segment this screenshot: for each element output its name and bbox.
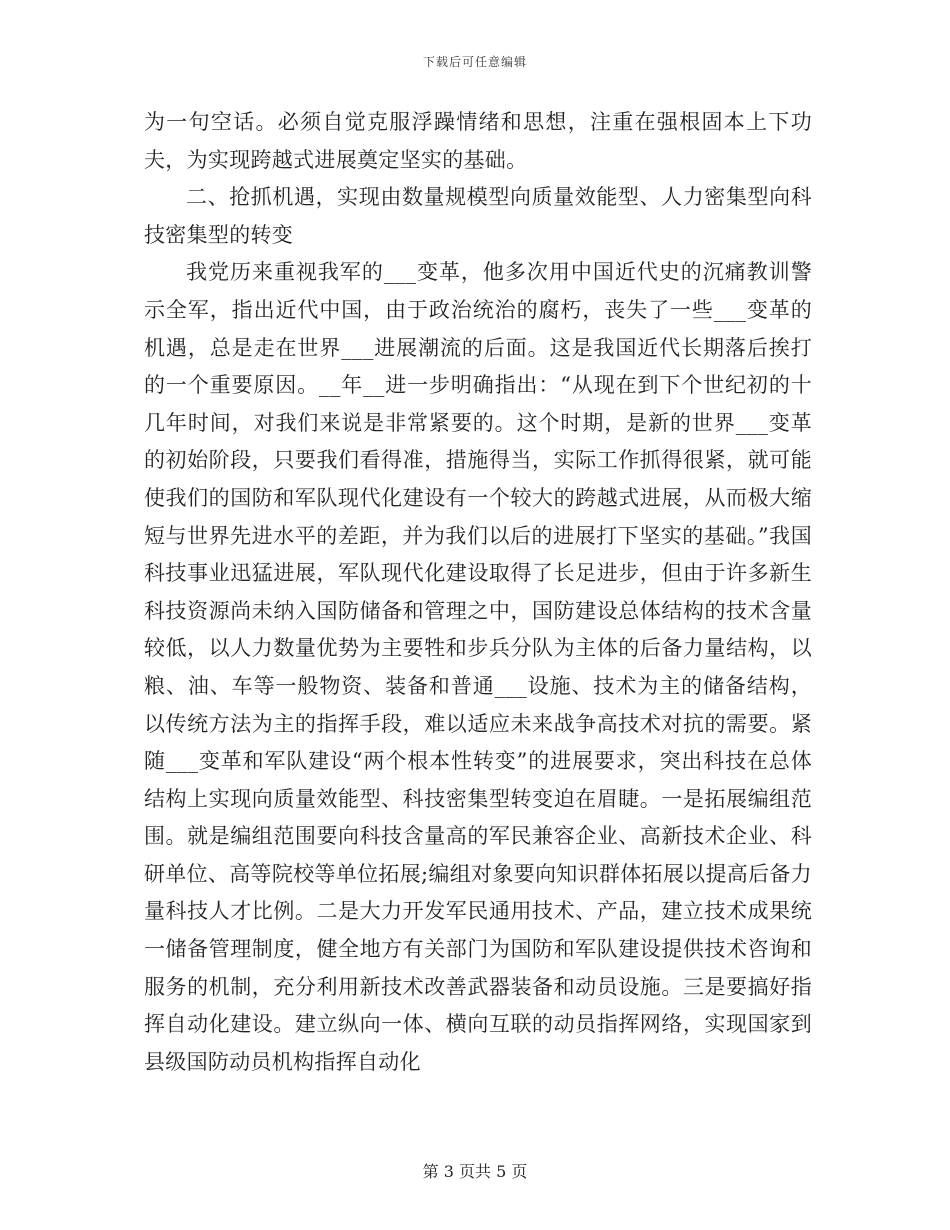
paragraph-body: 我党历来重视我军的___变革，他多次用中国近代史的沉痛教训警示全军，指出近代中国，由于政治统治的腐朽，丧失了一些___变革的机遇，总是走在世界___进展潮流的后面。这是我国近代长期落后挨打的一个重要原因。__年__进一步明确指出：“从现在到下个世纪初的十几年时间，对我们来说是非常紧要的。这个时期，是新的世界___变革的初始阶段，只要我们看得准，措施得当，实际工作抓得很紧，就可能使我们的国防和军队现代化建设有一个较大的跨越式进展，从而极大缩短与世界先进水平的差距，并为我们以后的进展打下坚实的基础。”我国科技事业迅猛进展，军队现代化建设取得了长足进步，但由于许多新生科技资源尚未纳入国防储备和管理之中，国防建设总体结构的技术含量较低，以人力数量优势为主要牲和步兵分队为主体的后备力量结构，以粮、油、车等一般物资、装备和普通___设施、技术为主的储备结构，以传统方法为主的指挥手段，难以适应未来战争高技术对抗的需要。紧随___变革和军队建设“两个根本性转变”的进展要求，突出科技在总体结构上实现向质量效能型、科技密集型转变迫在眉睫。一是拓展编组范围。就是编组范围要向科技含量高的军民兼容企业、高新技术企业、科研单位、高等院校等单位拓展;编组对象要向知识群体拓展以提高后备力量科技人才比例。二是大力开发军民通用技术、产品，建立技术成果统一储备管理制度，健全地方有关部门为国防和军队建设提供技术咨询和服务的机制，充分利用新技术改善武器装备和动员设施。三是要搞好指挥自动化建设。建立纵向一体、横向互联的动员指挥网络，实现国家到县级国防动员机构指挥自动化 <box>144 260 812 1074</box>
section-heading: 二、抢抓机遇，实现由数量规模型向质量效能型、人力密集型向科技密集型的转变 <box>144 185 812 247</box>
page-footer: 第 3 页共 5 页 <box>422 1162 528 1181</box>
paragraph-continuation: 为一句空话。必须自觉克服浮躁情绪和思想，注重在强根固本上下功夫，为实现跨越式进展奠定坚实的基础。 <box>144 110 812 172</box>
document-body <box>144 104 812 1081</box>
page-header: 下载后可任意编辑 <box>422 55 527 69</box>
